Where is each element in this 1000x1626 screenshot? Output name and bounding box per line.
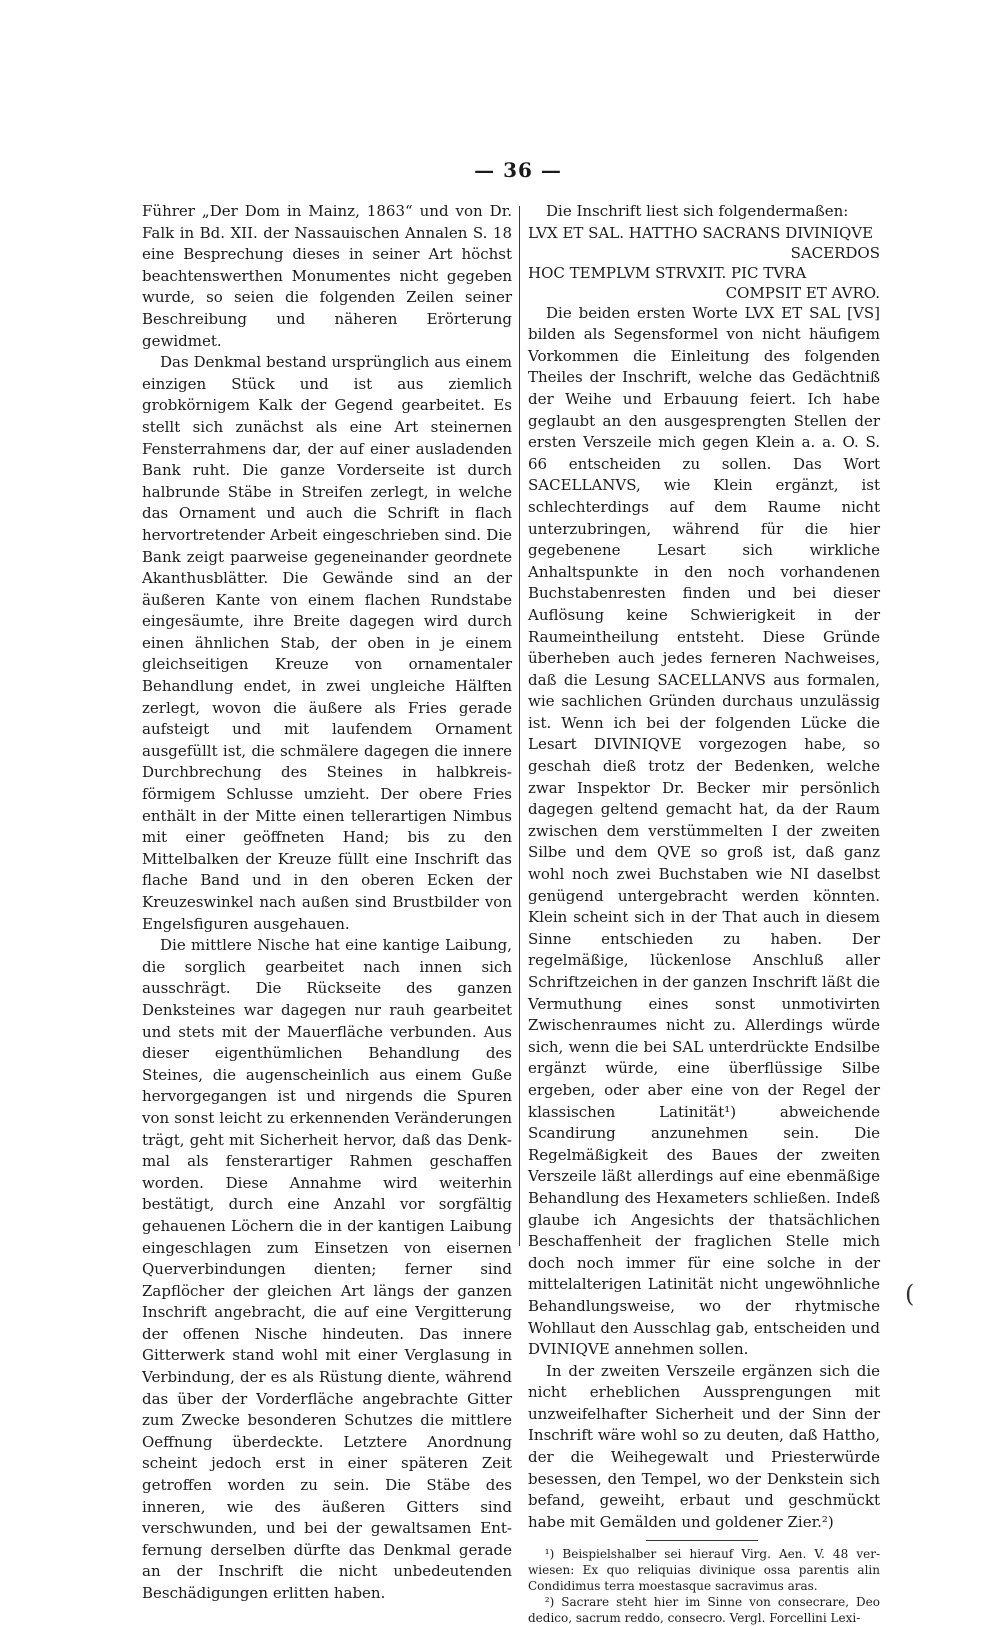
inscription-block — [528, 223, 880, 303]
left-column — [142, 201, 512, 1605]
paragraph: Die beiden ersten Worte LVX ET SAL [VS] bilden als Segensformel von nicht häufigem Vorkommen die Einleitung des folgenden Theiles der Inschrift, welche das Gedächtniß der Weihe und Erbauung feiert. Ich habe geglaubt an den ausgesprengten Stellen der ersten Verszeile mich gegen Klein a. a. O. S. 66 entscheiden zu sollen. Das Wort SACELLANVS, wie Klein ergänzt, ist schlechterdings auf dem Raume nicht unterzubringen, während für die hier gegebenene Lesart sich wirkliche Anhaltspunkte in den noch vorhandenen Buchstabenresten finden und bei dieser Auflösung keine Schwierigkeit in der Raumeintheilung entsteht. Diese Gründe überheben auch jedes ferneren Nachweises, daß die Lesung SACELLANVS aus formalen, wie sachlichen Gründen durchaus unzulässig ist. Wenn ich bei der folgenden Lücke die Lesart DIVINIQVE vorgezogen habe, so geschah dieß trotz der Bedenken, welche zwar Inspektor Dr. Becker mir persönlich dagegen geltend gemacht hat, da der Raum zwischen dem verstümmelten I der zweiten Silbe und dem QVE so groß ist, daß ganz wohl noch zwei Buchstaben wie NI daselbst genügend untergebracht werden könnten. Klein scheint sich in der That auch in diesem Sinne entschieden zu haben. Der regelmäßige, lückenlose Anschluß aller Schriftzeichen in der ganzen Inschrift läßt die Vermuthung eines sonst unmotivirten Zwischenraumes nicht zu. Allerdings würde sich, wenn die bei SAL unterdrückte Endsilbe ergänzt würde, eine überflüssige Silbe ergeben, oder aber eine von der Regel der klassischen Latinität¹) abweichende Scandirung anzunehmen sein. Die Regelmäßigkeit des Baues der zweiten Verszeile läßt allerdings auf eine ebenmäßige Behandlung des Hexameters schließen. Indeß glaube ich Angesichts der thatsächlichen Beschaffenheit der fraglichen Stelle mich doch noch immer für eine solche in der mittelalterigen Latinität nicht ungewöhnliche Behandlungsweise, wo der rhytmische Wohllaut den Ausschlag gab, entscheiden und DVINIQVE annehmen sollen. — [528, 303, 880, 1359]
inscription-line: SACERDOS — [790, 243, 880, 262]
inscription-line: HOC TEMPLVM STRVXIT. PIC TVRA — [528, 263, 807, 282]
column-divider — [519, 206, 520, 1246]
inscription-line: COMPSIT ET AVRO. — [725, 283, 880, 302]
right-column — [528, 201, 880, 1626]
paragraph: Führer „Der Dom in Mainz, 1863“ und von Dr. Falk in Bd. XII. der Nassauischen Annalen S. 18 eine Besprechung dieses in seiner Art höchst beachtenswerthen Monumentes nicht gegeben wurde, so seien die folgenden Zeilen seiner Beschreibung und näheren Erörterung gewidmet. — [142, 202, 512, 350]
paragraph: In der zweiten Verszeile ergänzen sich die nicht erheblichen Aussprengungen mit unzweifelhafter Sicherheit und der Sinn der Inschrift wäre wohl so zu deuten, daß Hattho, der die Weihegewalt und Priesterwürde besessen, den Tempel, wo der Denkstein sich befand, geweiht, erbaut und geschmückt habe mit Gemälden und goldener Zier.²) — [528, 1361, 880, 1531]
footnotes — [528, 1546, 880, 1626]
paragraph: Das Denkmal bestand ursprünglich aus einem einzigen Stück und ist aus ziemlich grobkörnigem Kalk der Gegend gearbeitet. Es stellt sich zunächst als eine Art steinernen Fensterrahmens dar, der auf einer ausladenden Bank ruht. Die ganze Vorderseite ist durch halbrunde Stäbe in Streifen zerlegt, in welche das Ornament und auch die Schrift in flach hervortretender Arbeit eingeschrieben sind. Die Bank zeigt paarweise gegeneinander geordnete Akanthusblätter. Die Gewände sind an der äußeren Kante von einem flachen Rundstabe eingesäumte, ihre Breite dagegen wird durch einen ähnlichen Stab, der oben in je einem gleichseitigen Kreuze von ornamentaler Behandlung endet, in zwei ungleiche Hälften zerlegt, wovon die äußere als Fries gerade aufsteigt und mit laufendem Ornament ausgefüllt ist, die schmälere dagegen die innere Durchbrechung des Steines in halbkreisförmigem Schlusse umzieht. Der obere Fries enthält in der Mitte einen tellerartigen Nimbus mit einer geöffneten Hand; bis zu den Mittelbalken der Kreuze füllt eine Inschrift das flache Band und in den oberen Ecken der Kreuzeswinkel nach außen sind Brustbilder von Engelsfiguren ausgehauen. — [142, 353, 512, 933]
inscription-line: LVX ET SAL. HATTHO SACRANS DIVINIQVE — [528, 223, 874, 242]
footnote-rule — [646, 1540, 758, 1541]
footnote: ²) Sacrare steht hier im Sinne von consecrare, Deo dedico, sacrum reddo, consecro. Vergl. Forcellini Lexi- — [528, 1595, 880, 1626]
inscription-intro: Die Inschrift liest sich folgendermaßen: — [546, 202, 849, 220]
margin-mark: ( — [905, 1280, 915, 1308]
footnote: ¹) Beispielshalber sei hierauf Virg. Aen. V. 48 verwiesen: Ex quo reliquias divinique ossa parentis alin Condidimus terra moestasque sacravimus aras. — [528, 1547, 880, 1594]
page-number: — 36 — — [474, 158, 562, 182]
paragraph: Die mittlere Nische hat eine kantige Laibung, die sorglich gearbeitet nach innen sich ausschrägt. Die Rückseite des ganzen Denksteines war dagegen nur rauh gearbeitet und stets mit der Mauerfläche verbunden. Aus dieser eigenthümlichen Behandlung des Steines, die augenscheinlich aus einem Guße hervorgegangen ist und nirgends die Spuren von sonst leicht zu erkennenden Veränderungen trägt, geht mit Sicherheit hervor, daß das Denkmal als fensterartiger Rahmen geschaffen worden. Diese Annahme wird weiterhin bestätigt, durch eine Anzahl vor sorgfältig gehauenen Löchern die in der kantigen Laibung eingeschlagen zum Einsetzen von eisernen Querverbindungen dienten; ferner sind Zapflöcher der gleichen Art längs der ganzen Inschrift angebracht, die auf eine Vergitterung der offenen Nische hindeuten. Das innere Gitterwerk stand wohl mit einer Verglasung in Verbindung, der es als Rüstung diente, während das über der Vorderfläche angebrachte Gitter zum Zwecke besonderen Schutzes die mittlere Oeffnung überdeckte. Letztere Anordnung scheint jedoch erst in einer späteren Zeit getroffen worden zu sein. Die Stäbe des inneren, wie des äußeren Gitters sind verschwunden, und bei der gewaltsamen Entfernung derselben dürfte das Denkmal gerade an der Inschrift die nicht unbedeutenden Beschädigungen erlitten haben. — [142, 936, 512, 1602]
